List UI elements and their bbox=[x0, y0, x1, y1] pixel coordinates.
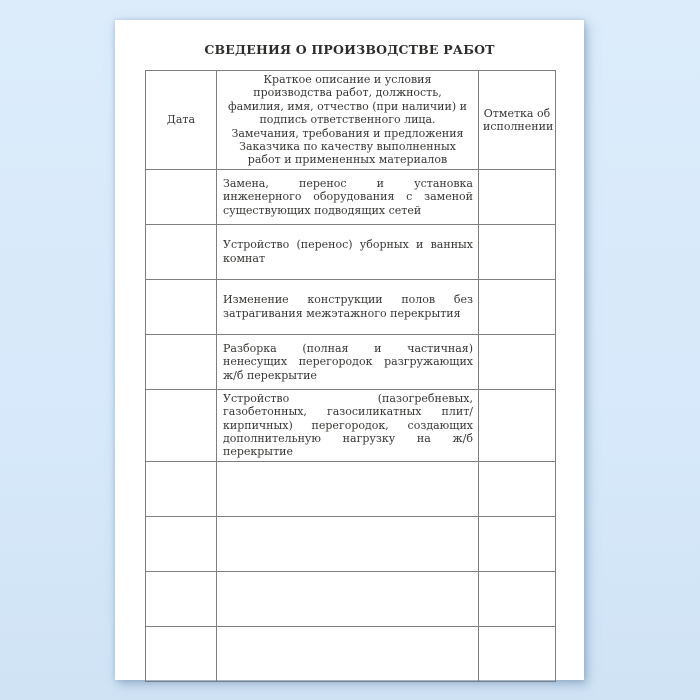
mark-cell bbox=[479, 461, 556, 516]
mark-cell bbox=[479, 516, 556, 571]
date-cell bbox=[146, 224, 217, 279]
table-row bbox=[146, 224, 556, 279]
table-row bbox=[146, 334, 556, 389]
mark-cell bbox=[479, 279, 556, 334]
description-cell: Изменение конструкции полов без затрагивания межэтажного перекрытия bbox=[217, 279, 479, 334]
page-title: СВЕДЕНИЯ О ПРОИЗВОДСТВЕ РАБОТ bbox=[204, 42, 495, 57]
date-cell bbox=[146, 461, 217, 516]
description-cell: Устройство (перенос) уборных и ванных комнат bbox=[217, 224, 479, 279]
description-cell: Замена, перенос и установка инженерного оборудования с заменой существующих подводящих сетей bbox=[217, 169, 479, 224]
date-cell bbox=[146, 389, 217, 461]
date-cell bbox=[146, 169, 217, 224]
work-journal-table bbox=[145, 70, 556, 682]
table-row-empty bbox=[146, 571, 556, 626]
mark-cell bbox=[479, 626, 556, 681]
header-mark: Отметка об исполнении bbox=[479, 71, 556, 170]
mark-cell bbox=[479, 571, 556, 626]
table-row bbox=[146, 169, 556, 224]
table-row bbox=[146, 389, 556, 461]
mark-cell bbox=[479, 169, 556, 224]
table-row-empty bbox=[146, 626, 556, 681]
mark-cell bbox=[479, 224, 556, 279]
table-row-empty bbox=[146, 461, 556, 516]
description-cell bbox=[217, 461, 479, 516]
description-cell: Устройство (пазогребневых, газобетонных, газосиликатных плит/кирпичных) перегородок, создающих дополнительную нагрузку на ж/б перекрытие bbox=[217, 389, 479, 461]
header-date: Дата bbox=[146, 71, 217, 170]
date-cell bbox=[146, 516, 217, 571]
date-cell bbox=[146, 571, 217, 626]
table-row bbox=[146, 279, 556, 334]
description-cell bbox=[217, 626, 479, 681]
table-header-row bbox=[146, 71, 556, 170]
date-cell bbox=[146, 279, 217, 334]
header-description: Краткое описание и условия производства работ, должность, фамилия, имя, отчество (при наличии) и подпись ответственного лица. Замечания, требования и предложения Заказчика по качеству выполненных работ и примененных материалов bbox=[217, 71, 479, 170]
document-page bbox=[115, 20, 584, 680]
date-cell bbox=[146, 334, 217, 389]
table-row-empty bbox=[146, 516, 556, 571]
description-cell bbox=[217, 516, 479, 571]
mark-cell bbox=[479, 334, 556, 389]
mark-cell bbox=[479, 389, 556, 461]
date-cell bbox=[146, 626, 217, 681]
description-cell: Разборка (полная и частичная) ненесущих перегородок разгружающих ж/б перекрытие bbox=[217, 334, 479, 389]
description-cell bbox=[217, 571, 479, 626]
